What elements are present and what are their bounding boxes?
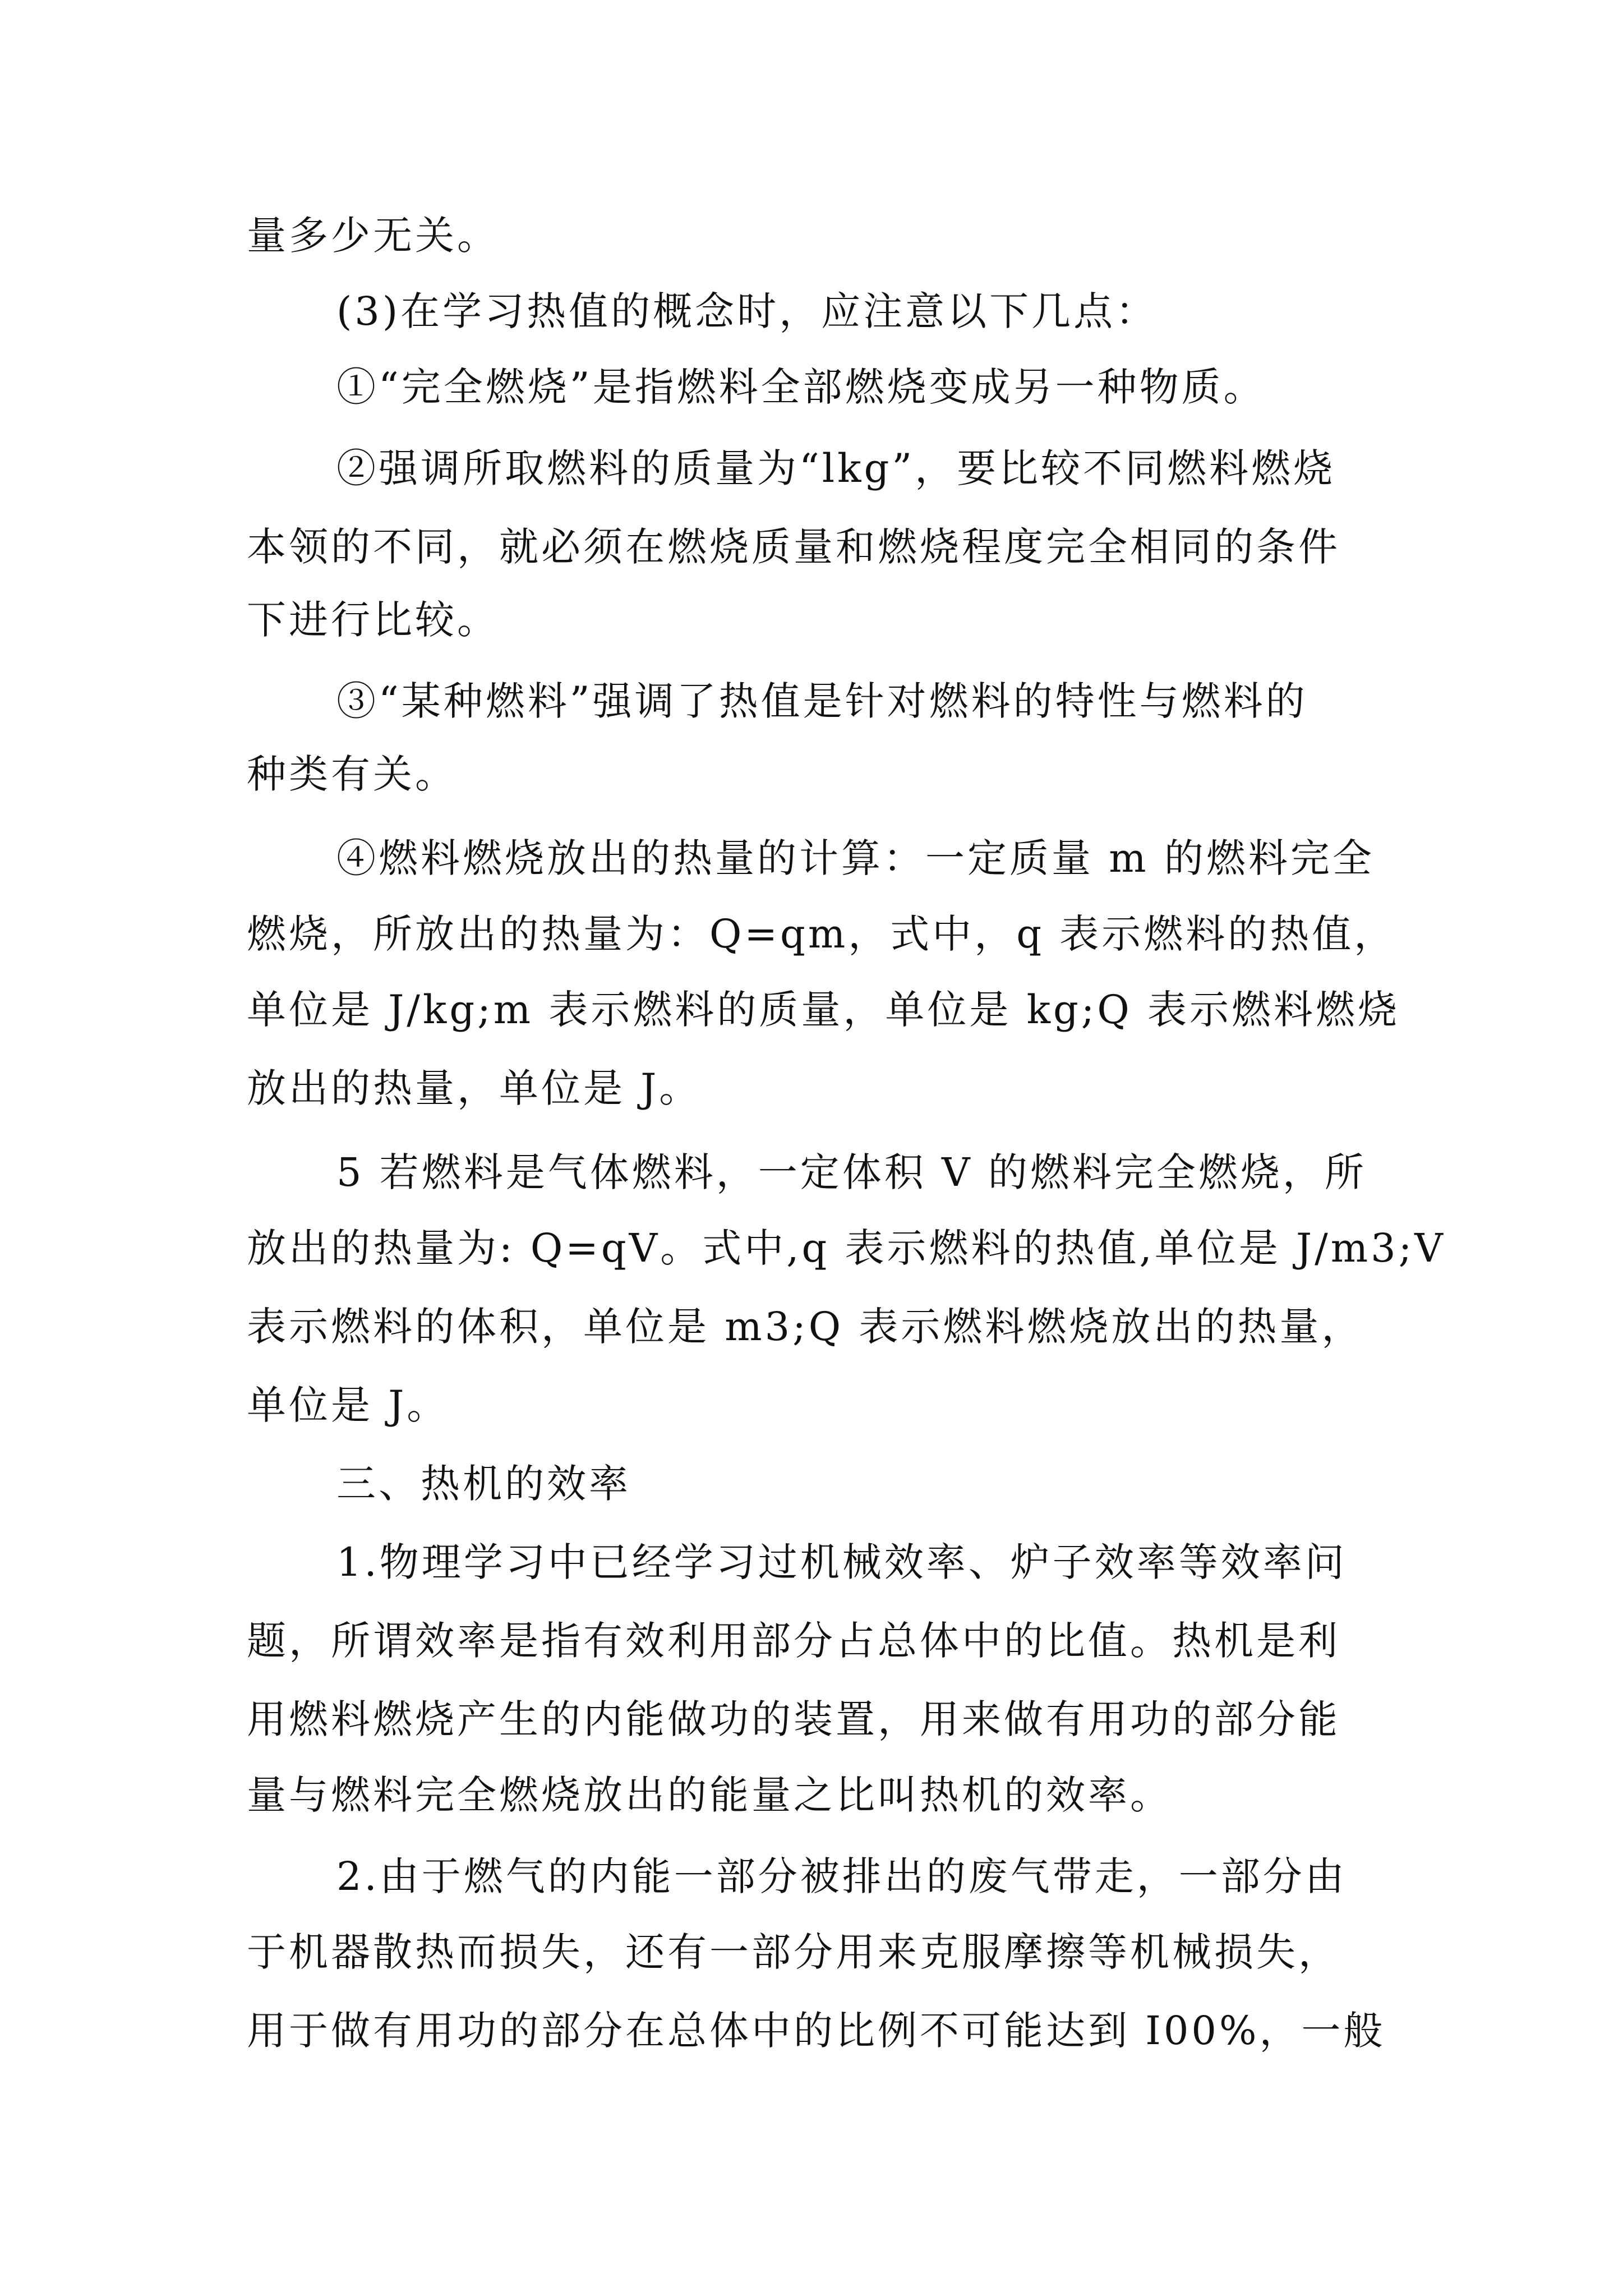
text-line: 下进行比较。: [247, 597, 499, 643]
text-line: 种类有关。: [247, 751, 457, 797]
text-line: 量与燃料完全燃烧放出的能量之比叫热机的效率。: [247, 1772, 1172, 1818]
text-line: 题，所谓效率是指有效利用部分占总体中的比值。热机是利: [247, 1618, 1340, 1664]
text-line: 用于做有用功的部分在总体中的比例不可能达到 I00%，一般: [247, 2008, 1386, 2054]
text-line: 1.物理学习中已经学习过机械效率、炉子效率等效率问: [336, 1539, 1347, 1585]
text-line: 本领的不同，就必须在燃烧质量和燃烧程度完全相同的条件: [247, 524, 1340, 570]
text-line: 放出的热量，单位是 J。: [247, 1065, 702, 1111]
text-line: 表示燃料的体积，单位是 m3;Q 表示燃料燃烧放出的热量，: [247, 1304, 1364, 1350]
text-line: 量多少无关。: [247, 213, 499, 259]
text-line: 用燃料燃烧产生的内能做功的装置，用来做有用功的部分能: [247, 1696, 1340, 1742]
text-line: 5 若燃料是气体燃料，一定体积 V 的燃料完全燃烧，所: [336, 1149, 1367, 1195]
text-line: ②强调所取燃料的质量为“lkg”，要比较不同燃料燃烧: [336, 445, 1336, 491]
text-line: (3)在学习热值的概念时，应注意以下几点：: [336, 288, 1158, 334]
text-line: ①“完全燃烧”是指燃料全部燃烧变成另一种物质。: [336, 364, 1266, 410]
text-line: 2.由于燃气的内能一部分被排出的废气带走，一部分由: [336, 1853, 1347, 1899]
text-line: 单位是 J。: [247, 1382, 449, 1428]
text-line: 放出的热量为: Q=qV。式中,q 表示燃料的热值,单位是 J/m3;V: [247, 1225, 1446, 1271]
text-line: ④燃料燃烧放出的热量的计算：一定质量 m 的燃料完全: [336, 835, 1375, 881]
text-line: ③“某种燃料”强调了热值是针对燃料的特性与燃料的: [336, 678, 1308, 724]
text-line: 燃烧，所放出的热量为：Q=qm，式中，q 表示燃料的热值，: [247, 911, 1396, 957]
text-line: 于机器散热而损失，还有一部分用来克服摩擦等机械损失，: [247, 1929, 1340, 1975]
text-line: 单位是 J/kg;m 表示燃料的质量，单位是 kg;Q 表示燃料燃烧: [247, 987, 1400, 1033]
section-heading: 三、热机的效率: [336, 1461, 631, 1507]
